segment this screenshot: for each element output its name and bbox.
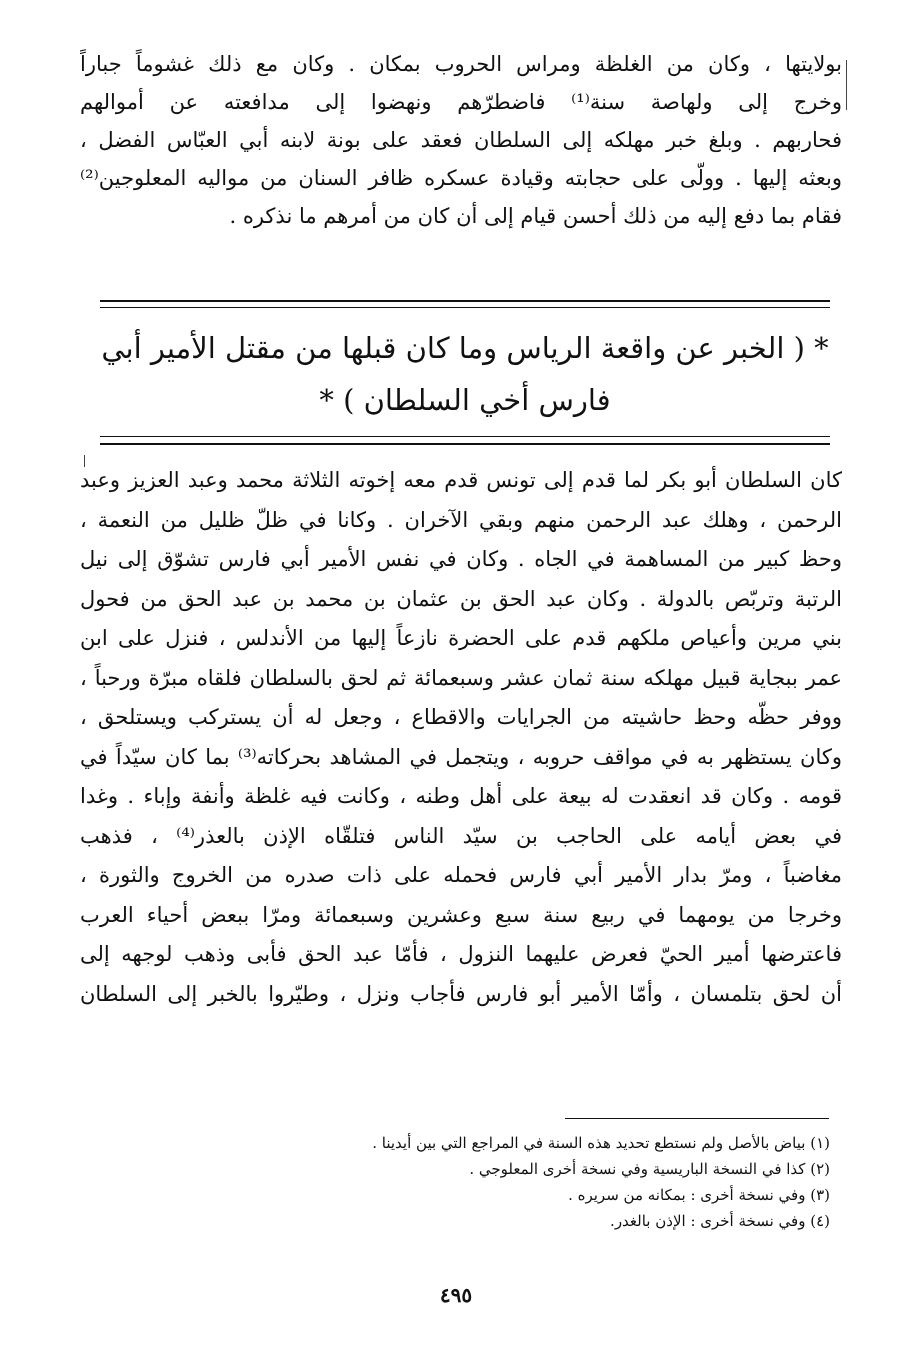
- text-line: بني مرين وأعياص ملكهم قدم على الحضرة نازعاً إليها من الأندلس ، فنزل على ابن: [80, 626, 842, 650]
- heading-line: * ( الخبر عن واقعة الرياس وما كان قبلها من مقتل الأمير أبي: [101, 331, 829, 365]
- text-line: ووفر حظّه وحظ حاشيته من الجرايات والاقطاع ، وجعل له أن يسترکب ويستلحق ،: [80, 705, 842, 729]
- main-paragraph: [80, 461, 842, 1014]
- text-line: كان السلطان أبو بكر لما قدم إلى تونس قدم معه إخوته الثلاثة محمد وعبد العزيز وعبد: [80, 468, 842, 492]
- footnote-separator: [565, 1118, 829, 1119]
- text-line: وبعثه إليها . وولّى على حجابته وقيادة عسكره ظافر السنان من مواليه المعلوجين⁽²⁾: [80, 166, 842, 190]
- text-line: الرحمن ، وهلك عبد الرحمن منهم وبقي الآخران . وكانا في ظلّ ظليل من النعمة ،: [80, 507, 842, 532]
- heading-line: فارس أخي السلطان ) *: [319, 383, 611, 417]
- heading-rule-bottom-inner: [100, 436, 830, 437]
- text-line: في بعض أيامه على الحاجب بن سيّد الناس فتلقّاه الإذن بالعذر⁽⁴⁾ ، فذهب: [80, 823, 842, 848]
- heading-rule-top-outer: [100, 300, 830, 302]
- text-line: قومه . وكان قد انعقدت له بيعة على أهل وطنه ، وكانت فيه غلظة وأنفة وإباء . وغدا: [80, 784, 842, 808]
- text-line: فاعترضها أمير الحيّ فعرض عليهما النزول ، فأمّا عبد الحق فأبى وذهب لوجهه إلى: [80, 942, 842, 966]
- page-number: ٤٩٥: [439, 1283, 473, 1307]
- text-line: وخرجا من يومهما في ربيع سنة سبع وعشرين وسبعمائة ومرّا ببعض أحياء العرب: [80, 902, 842, 927]
- text-line: بولايتها ، وكان من الغلظة ومراس الحروب بمكان . وكان مع ذلك غشوماً جباراً: [80, 52, 842, 76]
- text-line: فحاربهم . وبلغ خبر مهلكه إلى السلطان فعقد على بونة لابنه أبي العبّاس الفضل ،: [80, 128, 842, 152]
- heading-rule-top-inner: [100, 307, 830, 308]
- footnote-item: (٤) وفي نسخة أخرى : الإذن بالغدر.: [610, 1212, 830, 1230]
- text-line: أن لحق بتلمسان ، وأمّا الأمير أبو فارس فأجاب ونزل ، وطيّروا بالخبر إلى السلطان: [80, 981, 842, 1006]
- footnote-item: (١) بياض بالأصل ولم نستطع تحديد هذه السنة في المراجع التي بين أيدينا .: [372, 1134, 830, 1152]
- text-line: وخرج إلى ولهاصة سنة⁽¹⁾ فاضطرّهم ونهضوا إلى مدافعته عن أموالهم: [80, 90, 842, 114]
- text-line: وكان يستظهر به في مواقف حروبه ، ويتجمل في المشاهد بحركاته⁽³⁾ بما كان سيّداً في: [80, 744, 842, 769]
- text-line: الرتبة وتربّص بالدولة . وكان عبد الحق بن عثمان بن محمد بن عبد الحق من فحول: [80, 586, 842, 611]
- footnote-item: (٣) وفي نسخة أخرى : بمكانه من سريره .: [568, 1186, 830, 1204]
- text-line: فقام بما دفع إليه من ذلك أحسن قيام إلى أن كان من أمرهم ما نذكره .: [229, 204, 842, 228]
- footnote-item: (٢) كذا في النسخة الباريسية وفي نسخة أخرى المعلوجي .: [469, 1160, 830, 1178]
- top-paragraph: [80, 45, 842, 235]
- heading-rule-bottom-outer: [100, 443, 830, 445]
- text-line: عمر ببجاية قبيل مهلكه سنة ثمان عشر وسبعمائة ثم لحق بالسلطان فلقاه مبرّة ورحباً ،: [80, 665, 842, 690]
- margin-mark-top: [846, 60, 847, 110]
- text-line: وحظ كبير من المساهمة في الجاه . وكان في نفس الأمير أبي فارس تشوّق إلى نيل: [80, 547, 842, 571]
- footnotes: [150, 1130, 830, 1234]
- text-line: مغاضباً ، ومرّ بدار الأمير أبي فارس فحمله على ذات صدره من الخروج والثورة ،: [80, 863, 842, 887]
- section-heading: [90, 322, 840, 426]
